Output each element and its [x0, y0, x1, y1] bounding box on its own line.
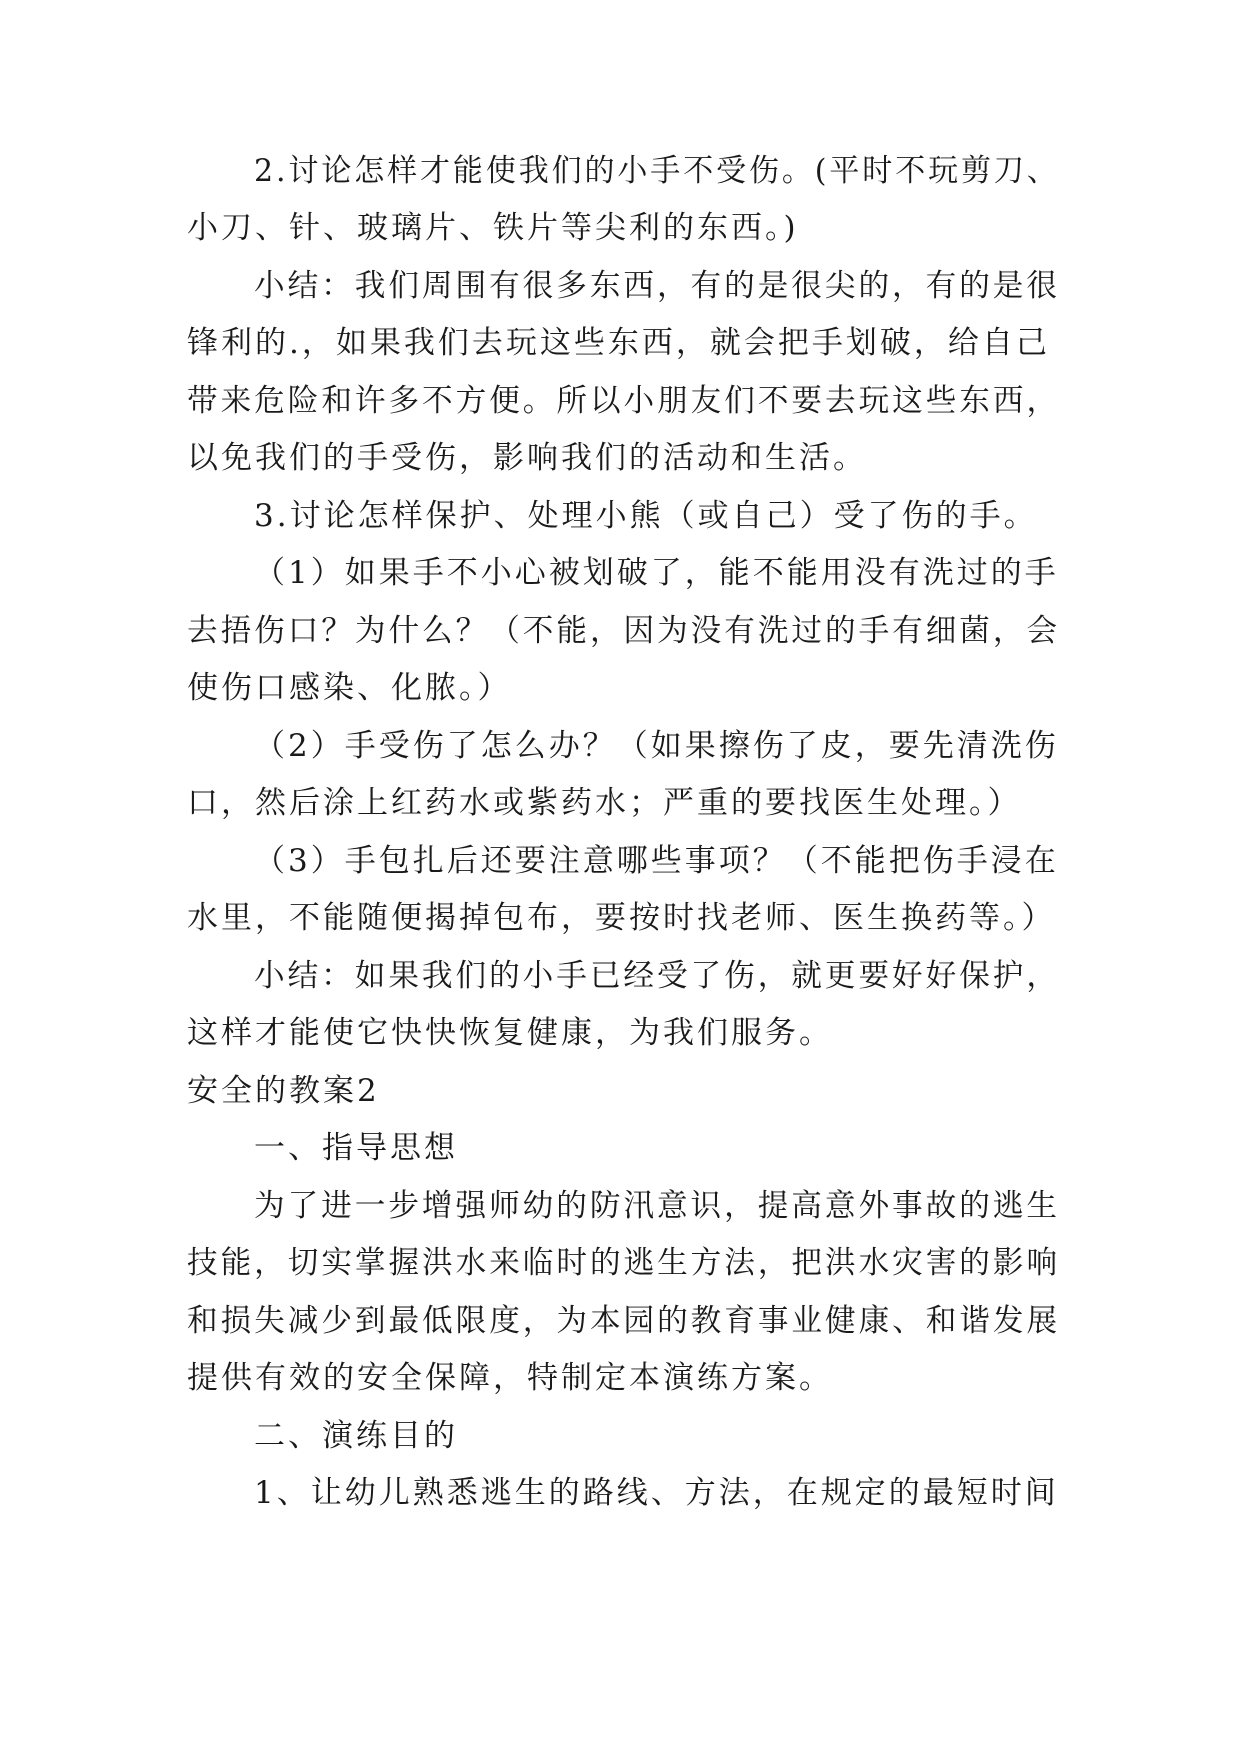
- text-line: 为了进一步增强师幼的防汛意识，提高意外事故的逃生: [254, 1188, 1060, 1224]
- subsection-heading: 二、演练目的: [254, 1418, 458, 1454]
- text-line: （3）手包扎后还要注意哪些事项？（不能把伤手浸在: [254, 843, 1059, 879]
- text-line: 去捂伤口？为什么？（不能，因为没有洗过的手有细菌，会: [187, 613, 1061, 649]
- text-line: 小刀、针、玻璃片、铁片等尖利的东西。): [187, 210, 799, 246]
- text-line: 3.讨论怎样保护、处理小熊（或自己）受了伤的手。: [254, 498, 1038, 534]
- text-line: 口，然后涂上红药水或紫药水；严重的要找医生处理。）: [187, 785, 1022, 821]
- text-line: （1）如果手不小心被划破了，能不能用没有洗过的手: [254, 555, 1059, 591]
- text-line: 锋利的.，如果我们去玩这些东西，就会把手划破，给自己: [187, 325, 1050, 361]
- subsection-heading: 一、指导思想: [254, 1130, 458, 1166]
- text-line: 技能，切实掌握洪水来临时的逃生方法，把洪水灾害的影响: [187, 1245, 1061, 1281]
- text-line: 和损失减少到最低限度，为本园的教育事业健康、和谐发展: [187, 1303, 1061, 1339]
- text-line: 小结：如果我们的小手已经受了伤，就更要好好保护，: [254, 958, 1060, 994]
- text-line: 2.讨论怎样才能使我们的小手不受伤。(平时不玩剪刀、: [254, 153, 1060, 189]
- section-heading: 安全的教案2: [187, 1073, 380, 1109]
- text-line: 带来危险和许多不方便。所以小朋友们不要去玩这些东西，: [187, 383, 1061, 419]
- text-line: 1、让幼儿熟悉逃生的路线、方法，在规定的最短时间: [254, 1475, 1059, 1511]
- text-line: 小结：我们周围有很多东西，有的是很尖的，有的是很: [254, 268, 1060, 304]
- text-line: 以免我们的手受伤，影响我们的活动和生活。: [187, 440, 867, 476]
- text-line: 使伤口感染、化脓。）: [187, 670, 512, 706]
- text-line: 这样才能使它快快恢复健康，为我们服务。: [187, 1015, 833, 1051]
- text-line: 水里，不能随便揭掉包布，要按时找老师、医生换药等。）: [187, 900, 1056, 936]
- text-line: 提供有效的安全保障，特制定本演练方案。: [187, 1360, 833, 1396]
- text-line: （2）手受伤了怎么办？（如果擦伤了皮，要先清洗伤: [254, 728, 1059, 764]
